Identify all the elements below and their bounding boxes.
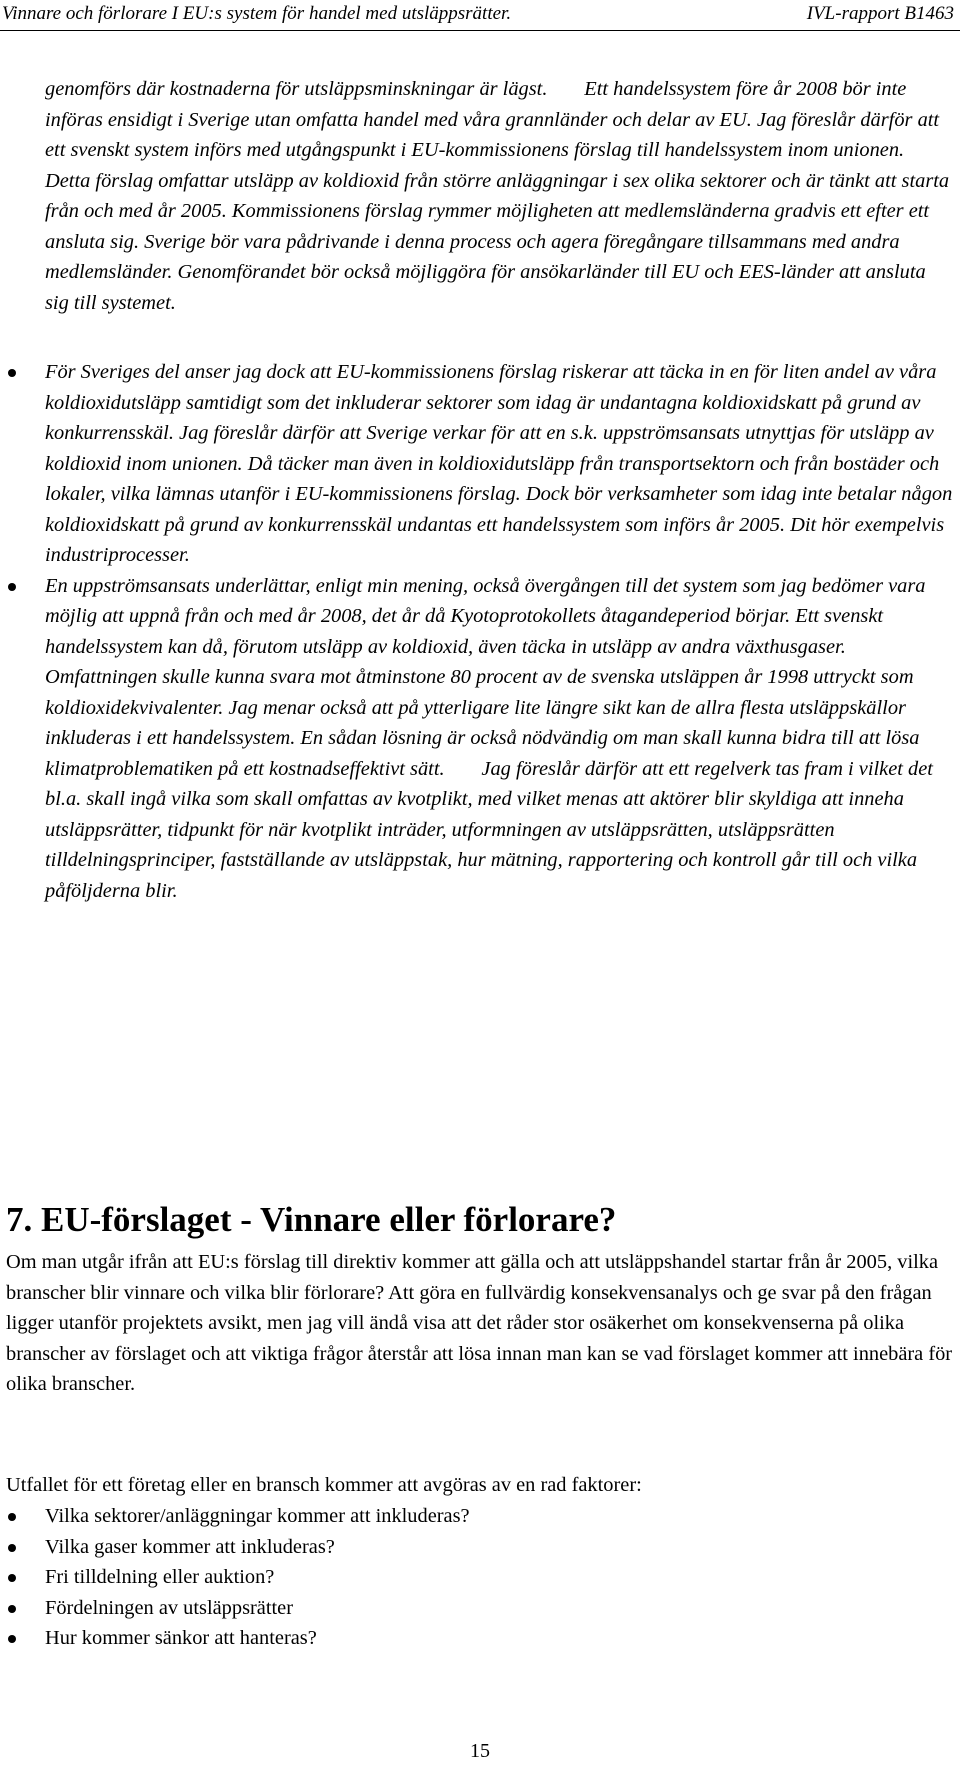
list-item xyxy=(6,1532,954,1563)
list-item xyxy=(6,357,954,571)
bullet-text: En uppströmsansats underlättar, enligt min mening, också övergången till det system som jag bedömer vara möjlig att uppnå från och med år 2008, det år då Kyotoprotokollets åtagandeperiod börjar. Ett svenskt handelssystem kan då, förutom utsläpp av koldioxid, även täcka in utsläpp av andra växthusgaser. Omfattningen skulle kunna svara mot åtminstone 80 procent av de svenska utsläppen år 1998 uttryckt som koldioxidekvivalenter. Jag menar också att på ytterligare lite längre sikt kan de allra flesta utsläppskällor inkluderas i ett handelssystem. En sådan lösning är också nödvändig om man skall kunna bidra till att lösa klimatproblematiken på ett kostnadseffektivt sätt. Jag föreslår därför att ett regelverk tas fram i vilket det bl.a. skall ingå vilka som skall omfattas av kvotplikt, med vilket menas att aktörer blir skyldiga att inneha utsläppsrätter, tidpunkt för när kvotplikt inträder, utformningen av utsläppsrätten, utsläppsrätten tilldelningsprinciper, fastställande av utsläppstak, hur mätning, rapportering och kontroll går till och vilka påföljderna blir. xyxy=(45,574,943,902)
page-header xyxy=(0,0,960,31)
factor-text: Fördelningen av utsläppsrätter xyxy=(45,1596,294,1619)
list-item xyxy=(6,571,954,907)
section-paragraph-2: Utfallet för ett företag eller en bransch kommer att avgöras av en rad faktorer: xyxy=(6,1474,642,1496)
factor-list xyxy=(6,1501,954,1654)
bullet-dot-icon xyxy=(8,583,16,591)
header-report-id: IVL-rapport B1463 xyxy=(806,3,954,24)
section-heading: 7. EU-förslaget - Vinnare eller förlorare? xyxy=(6,1200,617,1239)
bullet-dot-icon xyxy=(8,369,16,377)
bullet-dot-icon xyxy=(8,1544,16,1552)
header-title: Vinnare och förlorare I EU:s system för handel med utsläppsrätter. xyxy=(2,3,512,24)
bullet-dot-icon xyxy=(8,1513,16,1521)
bullet-dot-icon xyxy=(8,1574,16,1582)
list-item xyxy=(6,1562,954,1593)
factor-text: Hur kommer sänkor att hanteras? xyxy=(45,1627,317,1649)
list-item xyxy=(6,1501,954,1532)
factor-text: Fri tilldelning eller auktion? xyxy=(45,1566,275,1588)
page-number: 15 xyxy=(470,1740,490,1762)
continued-bullet xyxy=(6,74,954,318)
factor-text: Vilka gaser kommer att inkluderas? xyxy=(45,1535,335,1558)
list-item xyxy=(6,1623,954,1654)
bullet-text: För Sveriges del anser jag dock att EU-kommissionens förslag riskerar att täcka in en för liten andel av våra koldioxidutsläpp samtidigt som det inkluderar sektorer som idag är undantagna koldioxidskatt på grund av konkurrensskäl. Jag föreslår därför att Sverige verkar för att en s.k. uppströmsansats utnyttjas för utsläpp av koldioxid inom unionen. Då täcker man även in koldioxidutsläpp från transportsektorn och från bostäder och lokaler, vilka lämnas utanför i EU-kommissionens förslag. Dock bör verksamheter som idag inte betalar någon koldioxidskatt på grund av konkurrensskäl undantas ett handelssystem som införs år 2005. Dit hör exempelvis industriprocesser. xyxy=(45,361,953,566)
factor-text: Vilka sektorer/anläggningar kommer att inkluderas? xyxy=(45,1505,470,1527)
bullet-dot-icon xyxy=(8,1635,16,1643)
section-paragraph-1: Om man utgår ifrån att EU:s förslag till direktiv kommer att gälla och att utsläppshandel startar från år 2005, vilka branscher blir vinnare och vilka blir förlorare? Att göra en fullvärdig konsekvensanalys och ge svar på den frågan ligger utanför projektets avsikt, men jag vill ändå visa att det råder stor osäkerhet om konsekvenserna på olika branscher av förslaget och att viktiga frågor återstår att lösa innan man kan se vad förslaget kommer att innebära för olika branscher. xyxy=(6,1251,953,1395)
bullet-dot-icon xyxy=(8,1605,16,1613)
list-item xyxy=(6,1593,954,1624)
continued-bullet-text: genomförs där kostnaderna för utsläppsminskningar är lägst. Ett handelssystem före år 2008 bör inte införas ensidigt i Sverige utan omfatta handel med våra grannländer och delar av EU. Jag föreslår därför att ett svenskt system införs med utgångspunkt i EU-kommissionens förslag till handelssystem inom unionen. Detta förslag omfattar utsläpp av koldioxid från större anläggningar i sex olika sektorer och är tänkt att starta från och med år 2005. Kommissionens förslag rymmer möjligheten att medlemsländerna gradvis ett efter ett ansluta sig. Sverige bör vara pådrivande i denna process och agera föregångare tillsammans med andra medlemsländer. Genomförandet bör också möjliggöra för ansökarländer till EU och EES-länder att ansluta sig till systemet. xyxy=(45,78,938,314)
italic-bullet-list xyxy=(6,357,954,906)
